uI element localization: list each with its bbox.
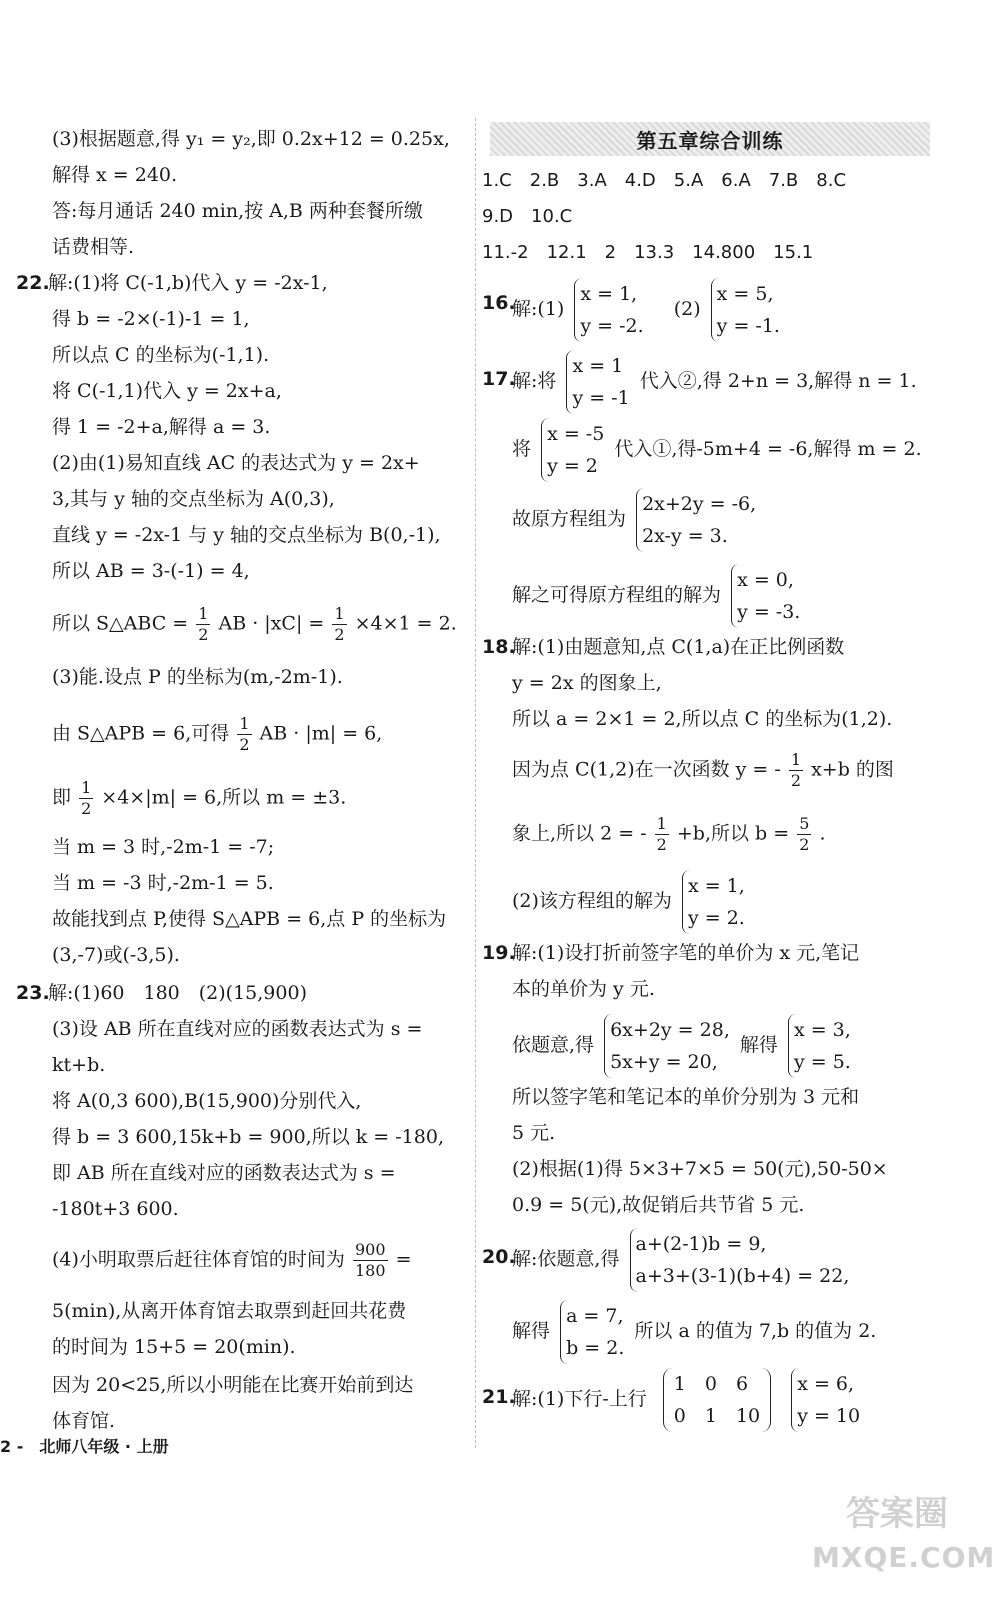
text-line: 解:(1)将 C(-1,b)代入 y = -2x-1, [48,272,328,294]
denominator: 2 [239,735,250,754]
text-segment: 因为点 C(1,2)在一次函数 y = - [512,758,781,781]
fraction [332,604,346,645]
text-segment: 由 S△APB = 6,可得 [52,722,230,745]
system-line: x = 1 [572,355,624,377]
text-segment: 代入①,得-5m+4 = -6,解得 m = 2. [614,438,922,460]
choice-answers: 1.C 2.B 3.A 4.D 5.A 6.A 7.B 8.C [482,170,847,191]
question-number: 17. [482,368,516,390]
text-segment: +b,所以 b = [676,822,790,845]
text-line: 所以 AB = 3-(-1) = 4, [52,560,250,582]
equation-system [791,1368,860,1432]
formula-line [52,1240,411,1281]
text-segment: 故原方程组为 [512,508,627,530]
text-line: (2)由(1)易知直线 AC 的表达式为 y = 2x+ [52,452,420,474]
formula-line [512,278,784,342]
fraction [353,1240,388,1281]
matrix-row: 0 1 10 [673,1405,761,1427]
denominator: 2 [799,835,810,854]
formula-line [512,870,749,934]
equation-system [541,418,604,482]
text-line: 解:(1)设打折前签字笔的单价为 x 元,笔记 [512,942,860,964]
system-line: y = -3. [737,601,801,623]
denominator: 2 [198,625,209,644]
text-line: 当 m = 3 时,-2m-1 = -7; [52,836,275,858]
text-line: (3)能.设点 P 的坐标为(m,-2m-1). [52,666,343,688]
chapter-title: 第五章综合训练 [636,128,784,153]
text-segment: 解得 [739,1034,778,1056]
text-line: 得 b = 3 600,15k+b = 900,所以 k = -180, [52,1126,444,1148]
equation-system [788,1014,851,1078]
system-line: a = 7, [566,1305,624,1327]
formula-line [512,350,917,414]
question-number: 18. [482,636,516,658]
watermark-text: 答案圈 [846,1494,948,1534]
formula-line [512,814,826,855]
text-segment: (2) [673,298,701,320]
formula-line [512,750,894,791]
text-segment: 依题意,得 [512,1034,595,1056]
text-line: -180t+3 600. [52,1198,179,1220]
text-line: 故能找到点 P,使得 S△APB = 6,点 P 的坐标为 [52,908,447,930]
text-line: 所以 a = 2×1 = 2,所以点 C 的坐标为(1,2). [512,708,893,730]
fill-answers: 11.-2 12.1 2 13.3 14.800 15.1 [482,242,814,263]
system-line: x = 3, [793,1019,851,1041]
equation-system [604,1014,730,1078]
question-number: 21. [482,1386,516,1408]
system-line: y = 2. [687,907,745,929]
formula-line [52,604,457,645]
matrix-row: 1 0 6 [673,1373,749,1395]
formula-line [512,418,922,482]
system-line: a+3+(3-1)(b+4) = 22, [635,1265,850,1287]
text-line: 5(min),从离开体育馆去取票到赶回共花费 [52,1300,407,1322]
text-line: 答:每月通话 240 min,按 A,B 两种套餐所缴 [52,200,423,222]
text-line: 本的单价为 y 元. [512,978,655,1000]
column-divider [475,118,476,1448]
text-segment: 解:依题意,得 [512,1248,620,1270]
text-line: 所以签字笔和笔记本的单价分别为 3 元和 [512,1086,860,1108]
text-line: 因为 20<25,所以小明能在比赛开始前到达 [52,1374,414,1396]
augmented-matrix [663,1368,771,1432]
text-line: 解:(1)由题意知,点 C(1,a)在正比例函数 [512,636,845,658]
text-segment: 即 [52,786,72,809]
equation-system [731,564,800,628]
text-segment: 所以 S△ABC = [52,612,189,635]
numerator: 1 [790,750,802,769]
text-segment: 解:(1) [512,298,565,320]
text-line: (3)设 AB 所在直线对应的函数表达式为 s = [52,1018,423,1040]
denominator: 2 [656,835,667,854]
system-line: y = 10 [797,1405,861,1427]
text-line: 得 b = -2×(-1)-1 = 1, [52,308,250,330]
system-line: y = -1. [716,315,780,337]
chapter-banner [490,122,930,156]
text-line: 当 m = -3 时,-2m-1 = 5. [52,872,274,894]
text-line: 所以点 C 的坐标为(-1,1). [52,344,270,366]
fraction [237,714,251,755]
system-line: x = 0, [737,569,794,591]
text-segment: AB · |m| = 6, [259,722,383,745]
numerator: 1 [334,604,345,623]
system-line: x = -5 [547,423,605,445]
text-segment: 解得 [512,1320,551,1342]
text-line: 3,其与 y 轴的交点坐标为 A(0,3), [52,488,335,510]
text-segment: 解:将 [512,370,557,392]
text-segment: 将 [512,438,532,460]
page-footer: 2 - 北师八年级 · 上册 [0,1437,169,1456]
equation-system [636,488,756,552]
numerator: 1 [81,778,92,797]
system-line: 6x+2y = 28, [610,1019,730,1041]
numerator: 900 [354,1240,386,1259]
fraction [797,814,811,855]
system-line: x = 1, [580,283,638,305]
equation-system [630,1228,850,1292]
system-line: y = -2. [580,315,644,337]
fraction [789,750,803,791]
text-segment: 解之可得原方程组的解为 [512,584,722,606]
text-segment: 解:(1)下行-上行 [512,1388,647,1410]
text-line: 的时间为 15+5 = 20(min). [52,1336,296,1358]
text-line: 直线 y = -2x-1 与 y 轴的交点坐标为 B(0,-1), [52,524,441,546]
numerator: 1 [239,714,250,733]
text-line: 即 AB 所在直线对应的函数表达式为 s = [52,1162,396,1184]
system-line: b = 2. [566,1337,625,1359]
text-line: (2)根据(1)得 5×3+7×5 = 50(元),50-50× [512,1158,888,1180]
text-segment: x+b 的图 [811,758,894,781]
system-line: a+(2-1)b = 9, [635,1233,767,1255]
text-line: 5 元. [512,1122,556,1144]
fraction [655,814,669,855]
text-segment: ×4×1 = 2. [354,612,457,635]
numerator: 5 [799,814,810,833]
formula-line [52,714,382,755]
question-number: 16. [482,292,516,314]
equation-system [682,870,745,934]
denominator: 2 [790,771,802,790]
text-segment: (2)该方程组的解为 [512,890,672,912]
text-segment: ×4×|m| = 6,所以 m = ±3. [101,786,347,809]
formula-line [512,564,804,628]
system-line: 2x-y = 3. [642,525,728,547]
text-line: 将 C(-1,1)代入 y = 2x+a, [52,380,282,402]
question-number: 20. [482,1246,516,1268]
text-line: 将 A(0,3 600),B(15,900)分别代入, [52,1090,362,1112]
system-line: 2x+2y = -6, [642,493,757,515]
formula-line [52,778,346,819]
text-line: 体育馆. [52,1410,116,1432]
denominator: 180 [354,1261,386,1280]
text-segment: . [819,822,826,845]
text-line: 解:(1)60 180 (2)(15,900) [48,982,307,1004]
text-line: 0.9 = 5(元),故促销后共节省 5 元. [512,1194,805,1216]
text-line: (3)根据题意,得 y₁ = y₂,即 0.2x+12 = 0.25x, [52,128,450,150]
system-line: y = 5. [793,1051,851,1073]
text-line: kt+b. [52,1054,106,1076]
formula-line [512,1014,855,1078]
system-line: y = 2 [547,455,598,477]
text-segment: 代入②,得 2+n = 3,解得 n = 1. [639,370,917,392]
system-line: x = 1, [687,875,745,897]
text-line: 解得 x = 240. [52,164,178,186]
text-segment: AB · |xC| = [218,612,325,635]
equation-system [566,350,629,414]
text-segment: = [395,1248,412,1271]
watermark-url: MXQE.COM [812,1541,996,1574]
text-line: (3,-7)或(-3,5). [52,944,180,966]
numerator: 1 [656,814,667,833]
question-number: 23. [16,982,50,1004]
fraction [196,604,210,645]
choice-answers: 9.D 10.C [482,206,573,227]
text-segment: 象上,所以 2 = - [512,822,647,845]
text-segment: 所以 a 的值为 7,b 的值为 2. [634,1320,877,1342]
text-line: 话费相等. [52,236,135,258]
equation-system [560,1300,624,1364]
question-number: 22. [16,272,50,294]
denominator: 2 [81,799,92,818]
question-number: 19. [482,942,516,964]
formula-line [512,488,760,552]
formula-line [512,1300,876,1364]
fraction [79,778,93,819]
system-line: x = 6, [797,1373,855,1395]
text-line: 得 1 = -2+a,解得 a = 3. [52,416,271,438]
numerator: 1 [198,604,209,623]
text-segment: (4)小明取票后赶往体育馆的时间为 [52,1248,345,1271]
watermark-logo [812,1492,996,1582]
equation-system [711,278,780,342]
equation-system [574,278,643,342]
system-line: x = 5, [716,283,774,305]
formula-line [512,1368,864,1432]
denominator: 2 [334,625,345,644]
formula-line [512,1228,853,1292]
system-line: 5x+y = 20, [610,1051,718,1073]
text-line: y = 2x 的图象上, [512,672,662,694]
system-line: y = -1 [572,387,630,409]
